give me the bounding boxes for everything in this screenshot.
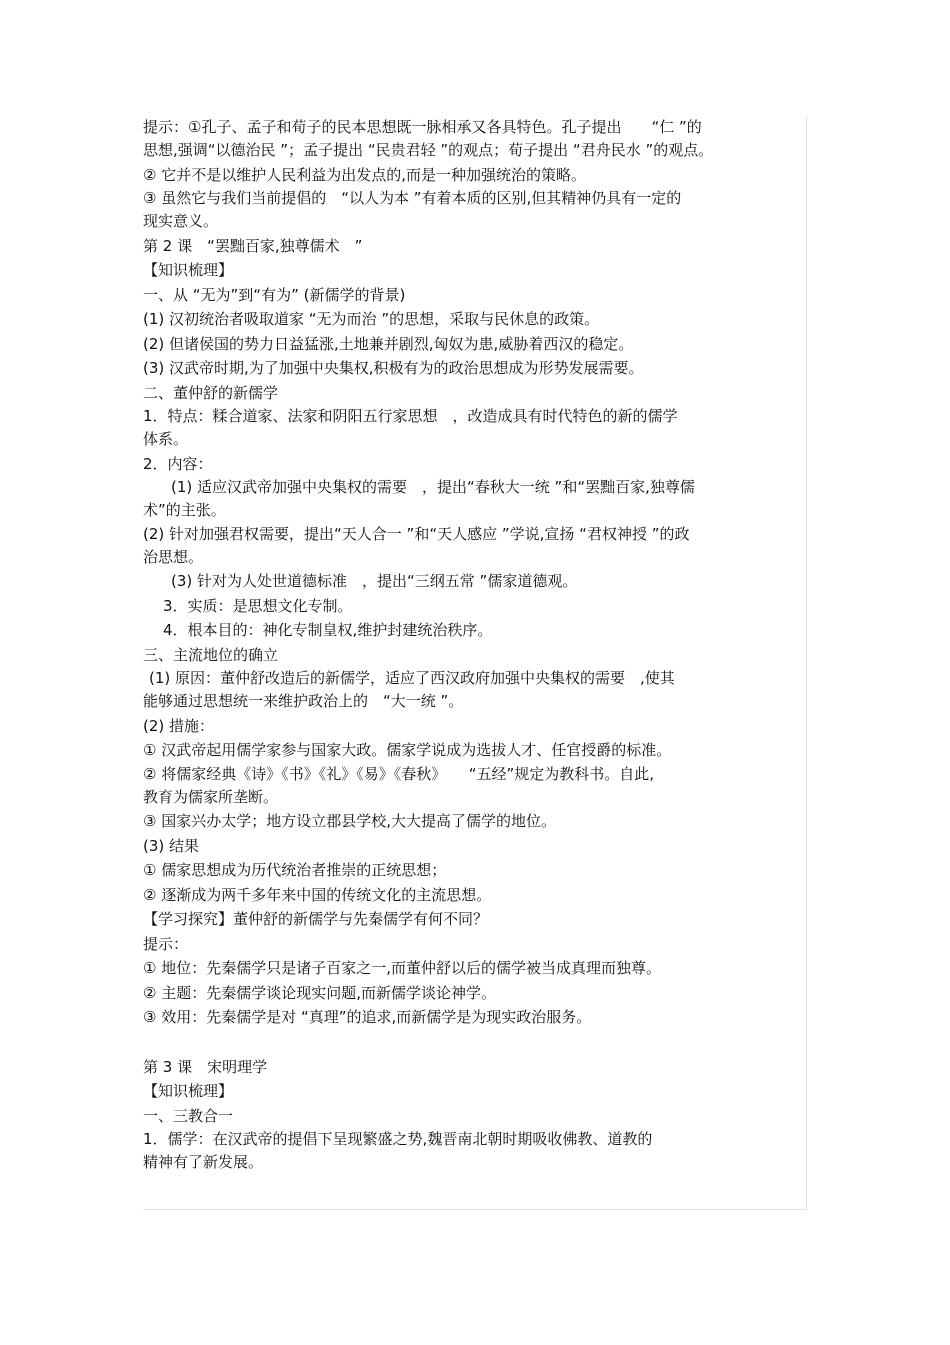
knowledge-heading-2: 【知识梳理】: [143, 1082, 234, 1100]
inquiry-heading: 【学习探究】董仲舒的新儒学与先秦儒学有何不同？: [143, 910, 489, 928]
hint-line-2: 思想,强调“以德治民 ”；孟子提出 “民贵君轻 ”的观点；荀子提出 “君舟民水 ”的观点。: [143, 141, 714, 159]
essence-line: 3．实质：是思想文化专制。: [163, 596, 353, 615]
difference-status: ① 地位：先秦儒学只是诸子百家之一,而董仲舒以后的儒学被当成真理而独尊。: [143, 959, 661, 977]
measure-2: ② 将儒家经典《诗》《书》《礼》《易》《春秋》 “五经”规定为教科书。自此,: [143, 764, 655, 783]
hint-point-3-cont: 现实意义。: [143, 212, 219, 230]
difference-theme: ② 主题：先秦儒学谈论现实问题,而新儒学谈论神学。: [143, 983, 496, 1002]
section-1-item-1: (1) 汉初统治者吸取道家 “无为而治 ”的思想，采取与民休息的政策。: [143, 310, 600, 328]
content-heading: 2．内容：: [143, 454, 213, 473]
lesson-2-title: 第 2 课 “罢黜百家,独尊儒术 ”: [143, 236, 363, 255]
confucianism-line-2: 精神有了新发展。: [143, 1153, 264, 1171]
result-heading: (3) 结果: [143, 836, 200, 855]
confucianism-line-1: 1．儒学：在汉武帝的提倡下呈现繁盛之势,魏晋南北朝时期吸收佛教、道教的: [143, 1130, 653, 1148]
section-3-heading: 三、主流地位的确立: [143, 645, 279, 664]
reason-line-2: 能够通过思想统一来维护政治上的 “大一统 ”。: [143, 692, 464, 710]
measures-heading: (2) 措施：: [143, 716, 215, 735]
section-1-heading: 一、从 “无为”到“有为” (新儒学的背景): [143, 285, 406, 304]
measure-2-cont: 教育为儒家所垄断。: [143, 787, 279, 806]
content-item-2-cont: 治思想。: [143, 547, 204, 566]
content-item-1-cont: 术”的主张。: [143, 501, 226, 519]
hint-line-1: 提示：①孔子、孟子和荀子的民本思想既一脉相承又各具特色。孔子提出 “仁 ”的: [143, 118, 702, 136]
lesson-3-title: 第 3 课 宋明理学: [143, 1057, 268, 1076]
inquiry-hint: 提示：: [143, 934, 189, 953]
difference-effect: ③ 效用：先秦儒学是对 “真理”的追求,而新儒学是为现实政治服务。: [143, 1008, 592, 1026]
hint-point-3: ③ 虽然它与我们当前提倡的 “以人为本 ”有着本质的区别,但其精神仍具有一定的: [143, 189, 682, 207]
document-page: [143, 116, 807, 1210]
hint-point-2: ② 它并不是以维护人民利益为出发点的,而是一种加强统治的策略。: [143, 165, 586, 184]
knowledge-heading-1: 【知识梳理】: [143, 261, 234, 279]
content-item-1: (1) 适应汉武帝加强中央集权的需要 ，提出“春秋大一统 ”和“罢黜百家,独尊儒: [171, 478, 695, 496]
feature-line-2: 体系。: [143, 430, 189, 448]
feature-line-1: 1．特点：糅合道家、法家和阴阳五行家思想 ，改造成具有时代特色的新的儒学: [143, 407, 678, 425]
result-2: ② 逐渐成为两千多年来中国的传统文化的主流思想。: [143, 885, 492, 904]
measure-3: ③ 国家兴办太学；地方设立郡县学校,大大提高了儒学的地位。: [143, 812, 556, 830]
section-1-item-2: (2) 但诸侯国的势力日益猛涨,土地兼并剧烈,匈奴为患,威胁着西汉的稳定。: [143, 334, 634, 353]
measure-1: ① 汉武帝起用儒学家参与国家大政。儒家学说成为选拔人才、任官授爵的标准。: [143, 741, 672, 759]
content-item-3: (3) 针对为人处世道德标准 ，提出“三纲五常 ”儒家道德观。: [171, 572, 578, 590]
reason-line-1: (1) 原因：董仲舒改造后的新儒学，适应了西汉政府加强中央集权的需要 ,使其: [149, 669, 675, 687]
blank-line: [143, 1030, 802, 1055]
content-item-2: (2) 针对加强君权需要，提出“天人合一 ”和“天人感应 ”学说,宣扬 “君权神授 ”的政: [143, 524, 690, 543]
three-teachings-heading: 一、三教合一: [143, 1106, 234, 1125]
purpose-line: 4．根本目的：神化专制皇权,维护封建统治秩序。: [163, 621, 493, 639]
result-1: ① 儒家思想成为历代统治者推崇的正统思想；: [143, 861, 447, 879]
section-2-heading: 二、董仲舒的新儒学: [143, 383, 279, 402]
section-1-item-3: (3) 汉武帝时期,为了加强中央集权,积极有为的政治思想成为形势发展需要。: [143, 359, 644, 377]
